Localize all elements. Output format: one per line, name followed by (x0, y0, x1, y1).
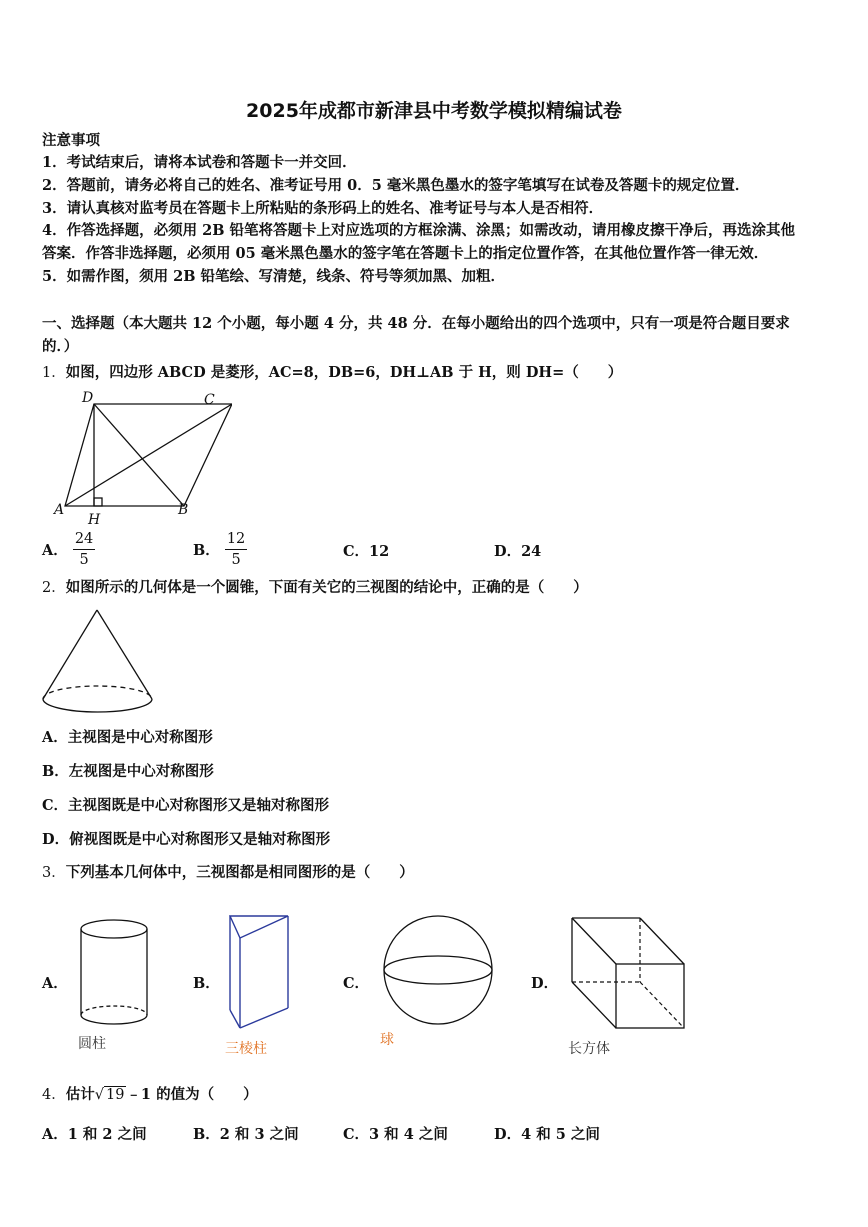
page-title: 2025年成都市新津县中考数学模拟精编试卷 (246, 100, 622, 122)
sphere-outline (384, 916, 492, 1024)
cylinder-top (81, 920, 147, 938)
question-number: 2． (42, 580, 66, 596)
cuboid-hidden-diagonal (640, 982, 684, 1028)
cuboid-front-face (616, 964, 684, 1028)
caption-sphere: 球 (380, 1032, 394, 1048)
question-4 (42, 1084, 258, 1106)
q2-option-d[interactable]: D．俯视图既是中心对称图形又是轴对称图形 (42, 831, 331, 848)
question-3 (42, 862, 414, 884)
cuboid-top-left (572, 918, 616, 964)
prism-bottom-left (230, 1010, 240, 1028)
vertex-label-b: B (178, 502, 189, 518)
q1-option-b[interactable] (193, 529, 247, 570)
q3-option-c-letter[interactable]: C． (343, 975, 370, 992)
denominator: 5 (79, 552, 89, 568)
cylinder-bottom-front (81, 1015, 147, 1024)
right-angle-mark (94, 498, 102, 506)
question-text: 如图，四边形 ABCD 是菱形，AC=8，DB=6，DH⊥AB 于 H，则 DH=（ ） (65, 364, 623, 381)
question-number: 3． (42, 865, 66, 881)
option-letter: A． (42, 542, 68, 559)
question-number: 4． (42, 1087, 66, 1103)
prism-bottom-right (240, 1008, 288, 1028)
q2-option-a[interactable]: A．主视图是中心对称图形 (42, 729, 213, 746)
cone-base-back (43, 686, 152, 699)
sphere-figure (380, 914, 496, 1026)
caption-cylinder: 圆柱 (78, 1036, 106, 1052)
diagonal-db (94, 404, 184, 506)
option-value: 24 (521, 543, 542, 560)
numerator: 24 (73, 529, 95, 550)
notice-heading: 注意事项 (42, 132, 100, 149)
question-text: 下列基本几何体中，三视图都是相同图形的是（ ） (65, 864, 414, 881)
vertex-label-c: C (204, 392, 215, 408)
option-letter: B． (193, 542, 220, 559)
option-value: 12 (369, 543, 390, 560)
question-suffix: ﹣1 的值为（ ） (126, 1086, 258, 1103)
notice-item: 1．考试结束后，请将本试卷和答题卡一并交回． (42, 154, 357, 171)
radicand: 19 (105, 1087, 125, 1103)
q1-option-a[interactable] (42, 529, 95, 570)
caption-cuboid: 长方体 (568, 1041, 610, 1057)
q4-option-b[interactable]: B．2 和 3 之间 (193, 1126, 299, 1143)
question-text: 如图所示的几何体是一个圆锥，下面有关它的三视图的结论中，正确的是（ ） (65, 579, 588, 596)
cuboid-top-right (640, 918, 684, 964)
vertex-label-d: D (82, 390, 94, 406)
question-2 (42, 577, 588, 599)
cone-base-front (43, 699, 152, 712)
q2-option-c[interactable]: C．主视图既是中心对称图形又是轴对称图形 (42, 797, 330, 814)
numerator: 12 (225, 529, 247, 550)
q3-option-a-letter[interactable]: A． (42, 975, 68, 992)
section-heading-cont: 的．） (42, 338, 79, 355)
option-letter: C． (343, 543, 370, 560)
cylinder-bottom-back (81, 1006, 147, 1015)
q1-option-c[interactable] (343, 540, 389, 561)
vertex-label-h: H (88, 512, 101, 528)
option-letter: D． (494, 543, 522, 560)
q4-option-d[interactable]: D．4 和 5 之间 (494, 1126, 600, 1143)
notice-item: 答案．作答非选择题，必须用 05 毫米黑色墨水的签字笔在答题卡上的指定位置作答，在其他位置作答一律无效． (42, 245, 769, 262)
notice-item: 2．答题前，请务必将自己的姓名、准考证号用 0．5 毫米黑色墨水的签字笔填写在试卷及答题卡的规定位置． (42, 177, 750, 194)
q4-option-c[interactable]: C．3 和 4 之间 (343, 1126, 448, 1143)
cylinder-figure (76, 915, 152, 1033)
triangular-prism-figure (226, 912, 296, 1032)
notice-item: 5．如需作图，须用 2B 铅笔绘、写清楚，线条、符号等须加黑、加粗． (42, 268, 506, 285)
cuboid-figure (566, 914, 690, 1032)
rhombus-figure (52, 388, 232, 528)
vertex-label-a: A (54, 502, 65, 518)
question-number: 1． (42, 365, 66, 381)
denominator: 5 (231, 552, 241, 568)
q2-option-b[interactable]: B．左视图是中心对称图形 (42, 763, 214, 780)
q3-option-b-letter[interactable]: B． (193, 975, 220, 992)
fraction (73, 529, 95, 570)
sphere-equator-front (384, 970, 492, 984)
cuboid-bottom-left (572, 982, 616, 1028)
prism-top (230, 916, 288, 938)
q1-option-d[interactable] (494, 540, 541, 561)
cone-figure (40, 604, 158, 719)
notice-item: 4．作答选择题，必须用 2B 铅笔将答题卡上对应选项的方框涂满、涂黑；如需改动，请用橡皮擦干净后，再选涂其他 (42, 222, 796, 239)
section-heading: 一、选择题（本大题共 12 个小题，每小题 4 分，共 48 分．在每小题给出的四个选项中，只有一项是符合题目要求 (42, 315, 790, 332)
q4-option-a[interactable]: A．1 和 2 之间 (42, 1126, 147, 1143)
question-prefix: 估计 (65, 1086, 95, 1103)
caption-triangular-prism: 三棱柱 (225, 1041, 267, 1057)
fraction (225, 529, 247, 570)
sphere-equator-back (384, 956, 492, 970)
question-1 (42, 362, 622, 384)
q3-option-d-letter[interactable]: D． (531, 975, 559, 992)
notice-item: 3．请认真核对监考员在答题卡上所粘贴的条形码上的姓名、准考证号与本人是否相符． (42, 200, 604, 217)
radical-sign: √ (94, 1087, 104, 1103)
square-root (95, 1084, 127, 1106)
